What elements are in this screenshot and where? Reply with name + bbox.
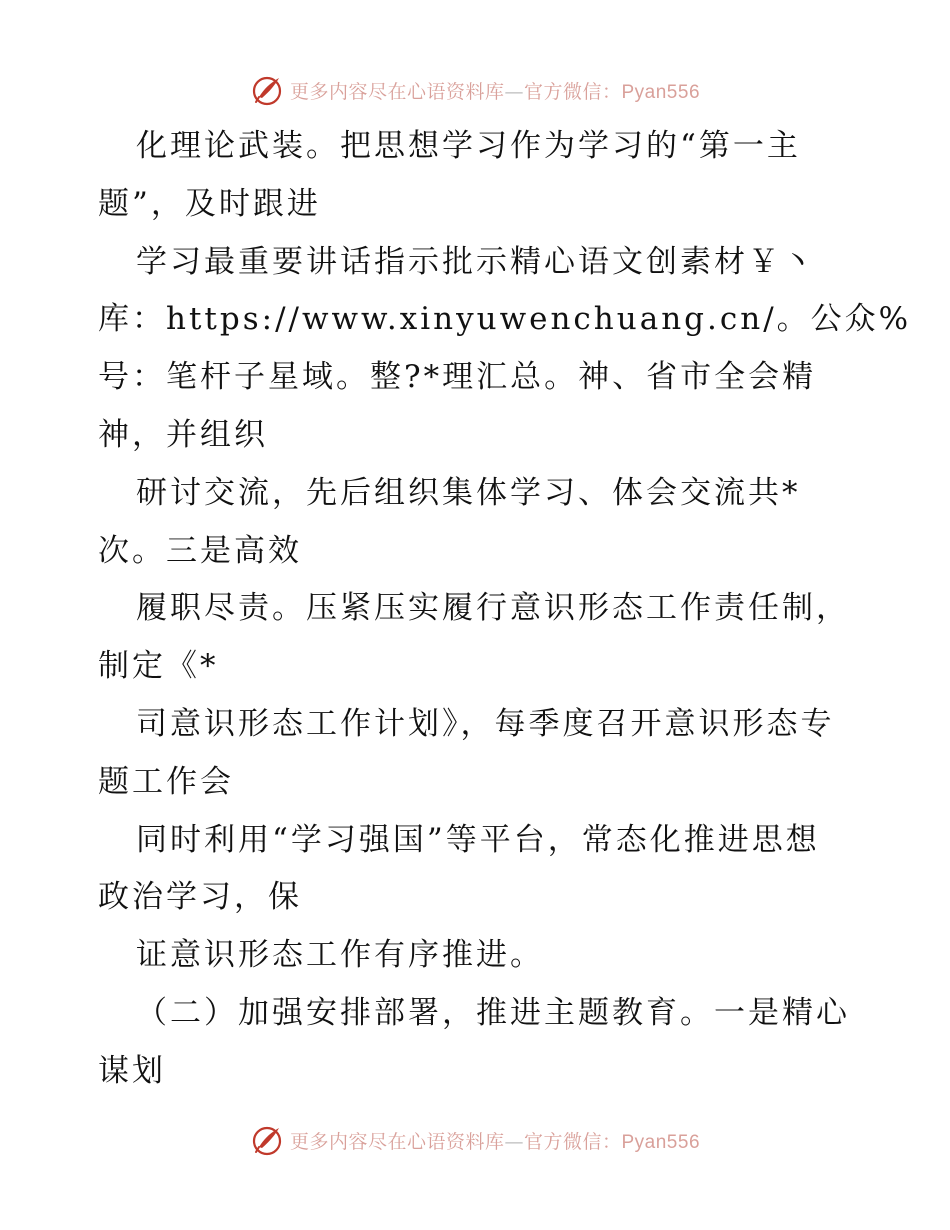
body-line: 次。三是高效: [98, 532, 302, 569]
header-wechat-id: Pyan556: [621, 81, 701, 103]
body-line: 谋划: [98, 1052, 166, 1089]
footer-wechat-id: Pyan556: [621, 1131, 701, 1153]
header-banner: [0, 70, 950, 110]
body-line: 同时利用“学习强国”等平台，常态化推进思想: [136, 821, 820, 858]
body-line: 司意识形态工作计划》，每季度召开意识形态专: [136, 705, 835, 742]
body-line: 化理论武装。把思想学习作为学习的“第一主: [136, 128, 801, 164]
footer-banner-separator: —: [504, 1130, 524, 1153]
body-line: 履职尽责。压紧压实履行意识形态工作责任制，: [136, 590, 850, 627]
quill-logo-icon: [250, 73, 284, 107]
body-line: 题”，及时跟进: [98, 185, 321, 222]
header-banner-text: [290, 77, 700, 104]
body-line: 学习最重要讲话指示批示精心语文创素材￥丶: [136, 243, 816, 280]
body-line: 库：https://www.xinyuwenchuang.cn/。公众%: [98, 301, 912, 338]
body-line: 政治学习，保: [98, 879, 302, 916]
body-line: 神，并组织: [98, 416, 268, 453]
body-line: 号：笔杆子星域。整?*理汇总。神、省市全会精: [98, 359, 817, 396]
header-banner-separator: —: [504, 80, 524, 103]
body-line: 研讨交流，先后组织集体学习、体会交流共*: [136, 474, 801, 511]
quill-logo-icon: [250, 1123, 284, 1157]
header-banner-label: 官方微信：: [523, 80, 622, 103]
footer-banner: [0, 1120, 950, 1160]
header-banner-main: 更多内容尽在心语资料库: [289, 80, 505, 103]
body-line: （二）加强安排部署，推进主题教育。一是精心: [136, 994, 850, 1031]
document-body: [98, 118, 912, 1101]
body-line: 证意识形态工作有序推进。: [136, 937, 544, 974]
body-line: 制定《*: [98, 648, 219, 685]
footer-banner-label: 官方微信：: [523, 1130, 622, 1153]
footer-banner-main: 更多内容尽在心语资料库: [289, 1130, 505, 1153]
body-line: 题工作会: [98, 763, 234, 800]
footer-banner-text: [290, 1127, 700, 1154]
